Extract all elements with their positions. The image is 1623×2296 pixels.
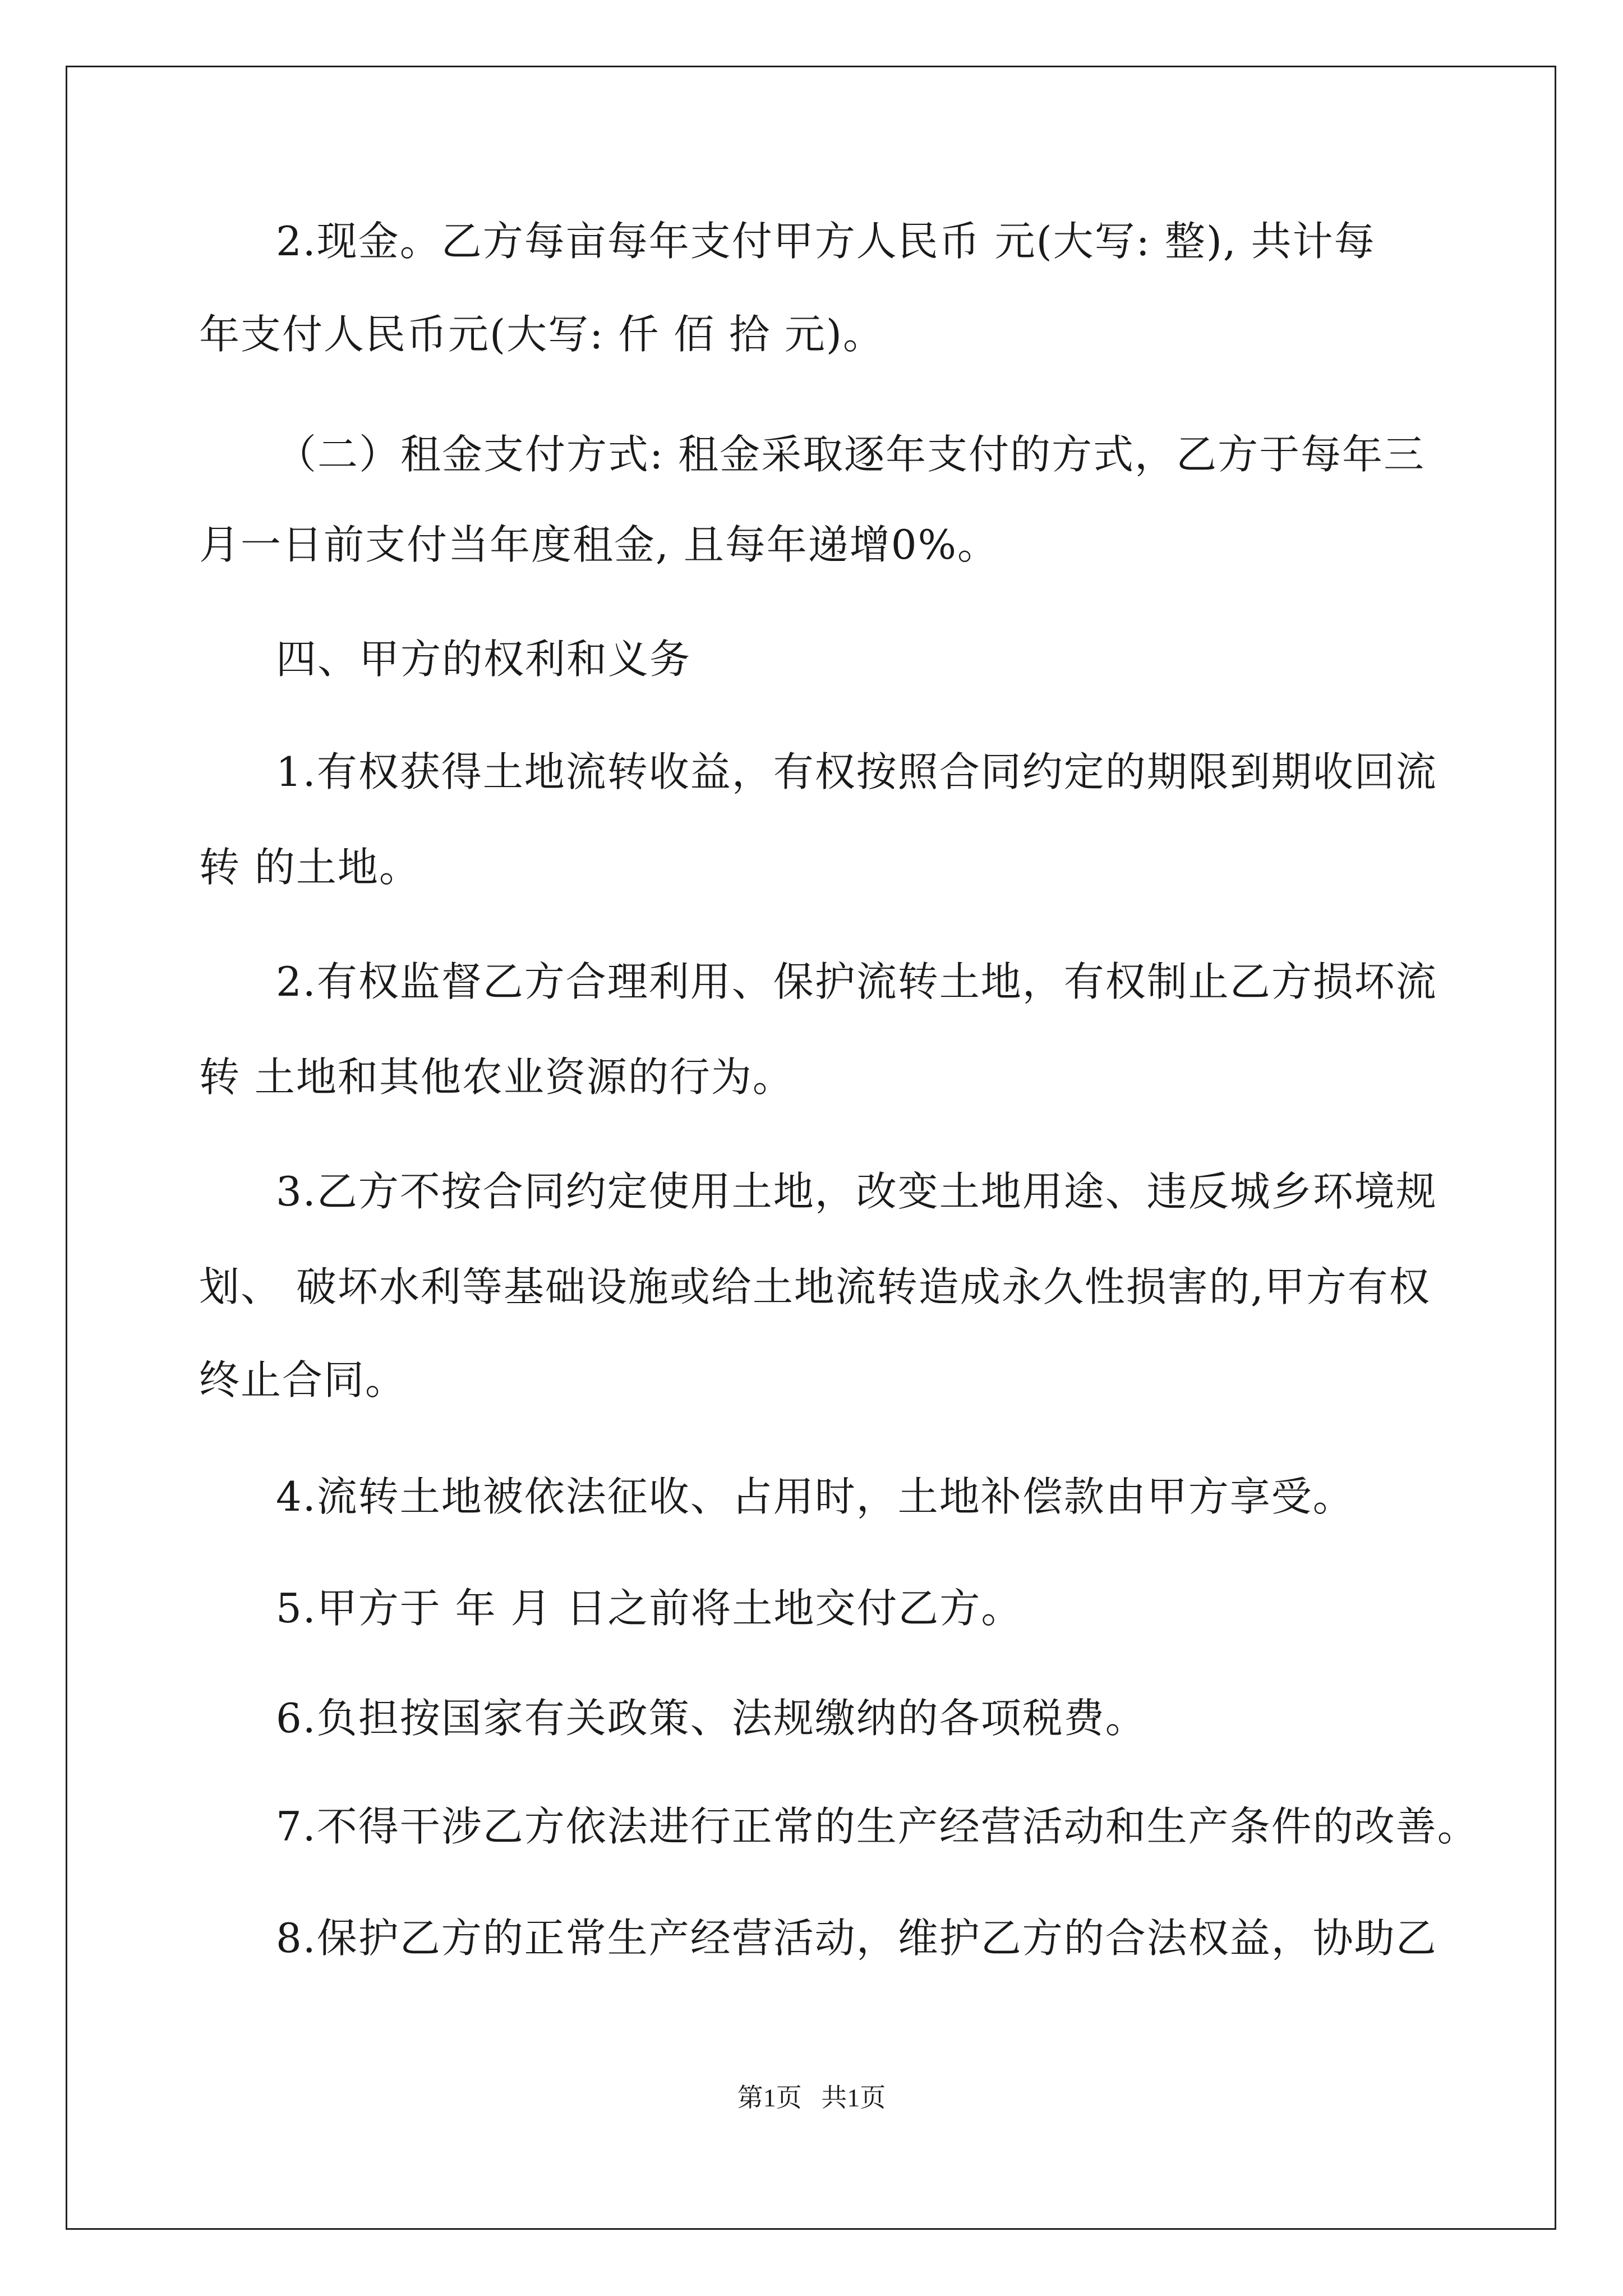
paragraph-line: 2.有权监督乙方合理利用、保护流转土地，有权制止乙方损坏流 [276,958,1437,1005]
paragraph-line: 7.不得干涉乙方依法进行正常的生产经营活动和生产条件的改善。 [276,1803,1479,1850]
paragraph-line: 终止合同。 [199,1356,407,1404]
paragraph-line: 转 的土地。 [199,844,421,891]
paragraph-line: 6.负担按国家有关政策、法规缴纳的各项税费。 [276,1695,1147,1742]
paragraph-line: （二）租金支付方式: 租金采取逐年支付的方式，乙方于每年三 [276,431,1426,478]
paragraph-line: 4.流转土地被依法征收、占用时，土地补偿款由甲方享受。 [276,1473,1354,1520]
paragraph-line: 划、 破坏水利等基础设施或给土地流转造成永久性损害的,甲方有权 [199,1263,1431,1310]
paragraph-line: 转 土地和其他农业资源的行为。 [199,1053,794,1101]
paragraph-line: 月一日前支付当年度租金, 且每年递增0%。 [199,521,999,568]
section-heading: 四、甲方的权利和义务 [276,636,691,683]
paragraph-line: 1.有权获得土地流转收益，有权按照合同约定的期限到期收回流 [276,748,1437,795]
paragraph-line: 3.乙方不按合同约定使用土地，改变土地用途、违反城乡环境规 [276,1168,1437,1215]
page-number-footer: 第1页 共1页 [737,2083,886,2112]
paragraph-line: 年支付人民币元(大写: 仟 佰 拾 元)。 [199,311,884,358]
page-border [66,66,1556,2230]
paragraph-line: 8.保护乙方的正常生产经营活动，维护乙方的合法权益，协助乙 [276,1915,1437,1962]
paragraph-line: 2.现金。乙方每亩每年支付甲方人民币 元(大写: 整), 共计每 [276,218,1376,265]
paragraph-line: 5.甲方于 年 月 日之前将土地交付乙方。 [276,1585,1023,1632]
